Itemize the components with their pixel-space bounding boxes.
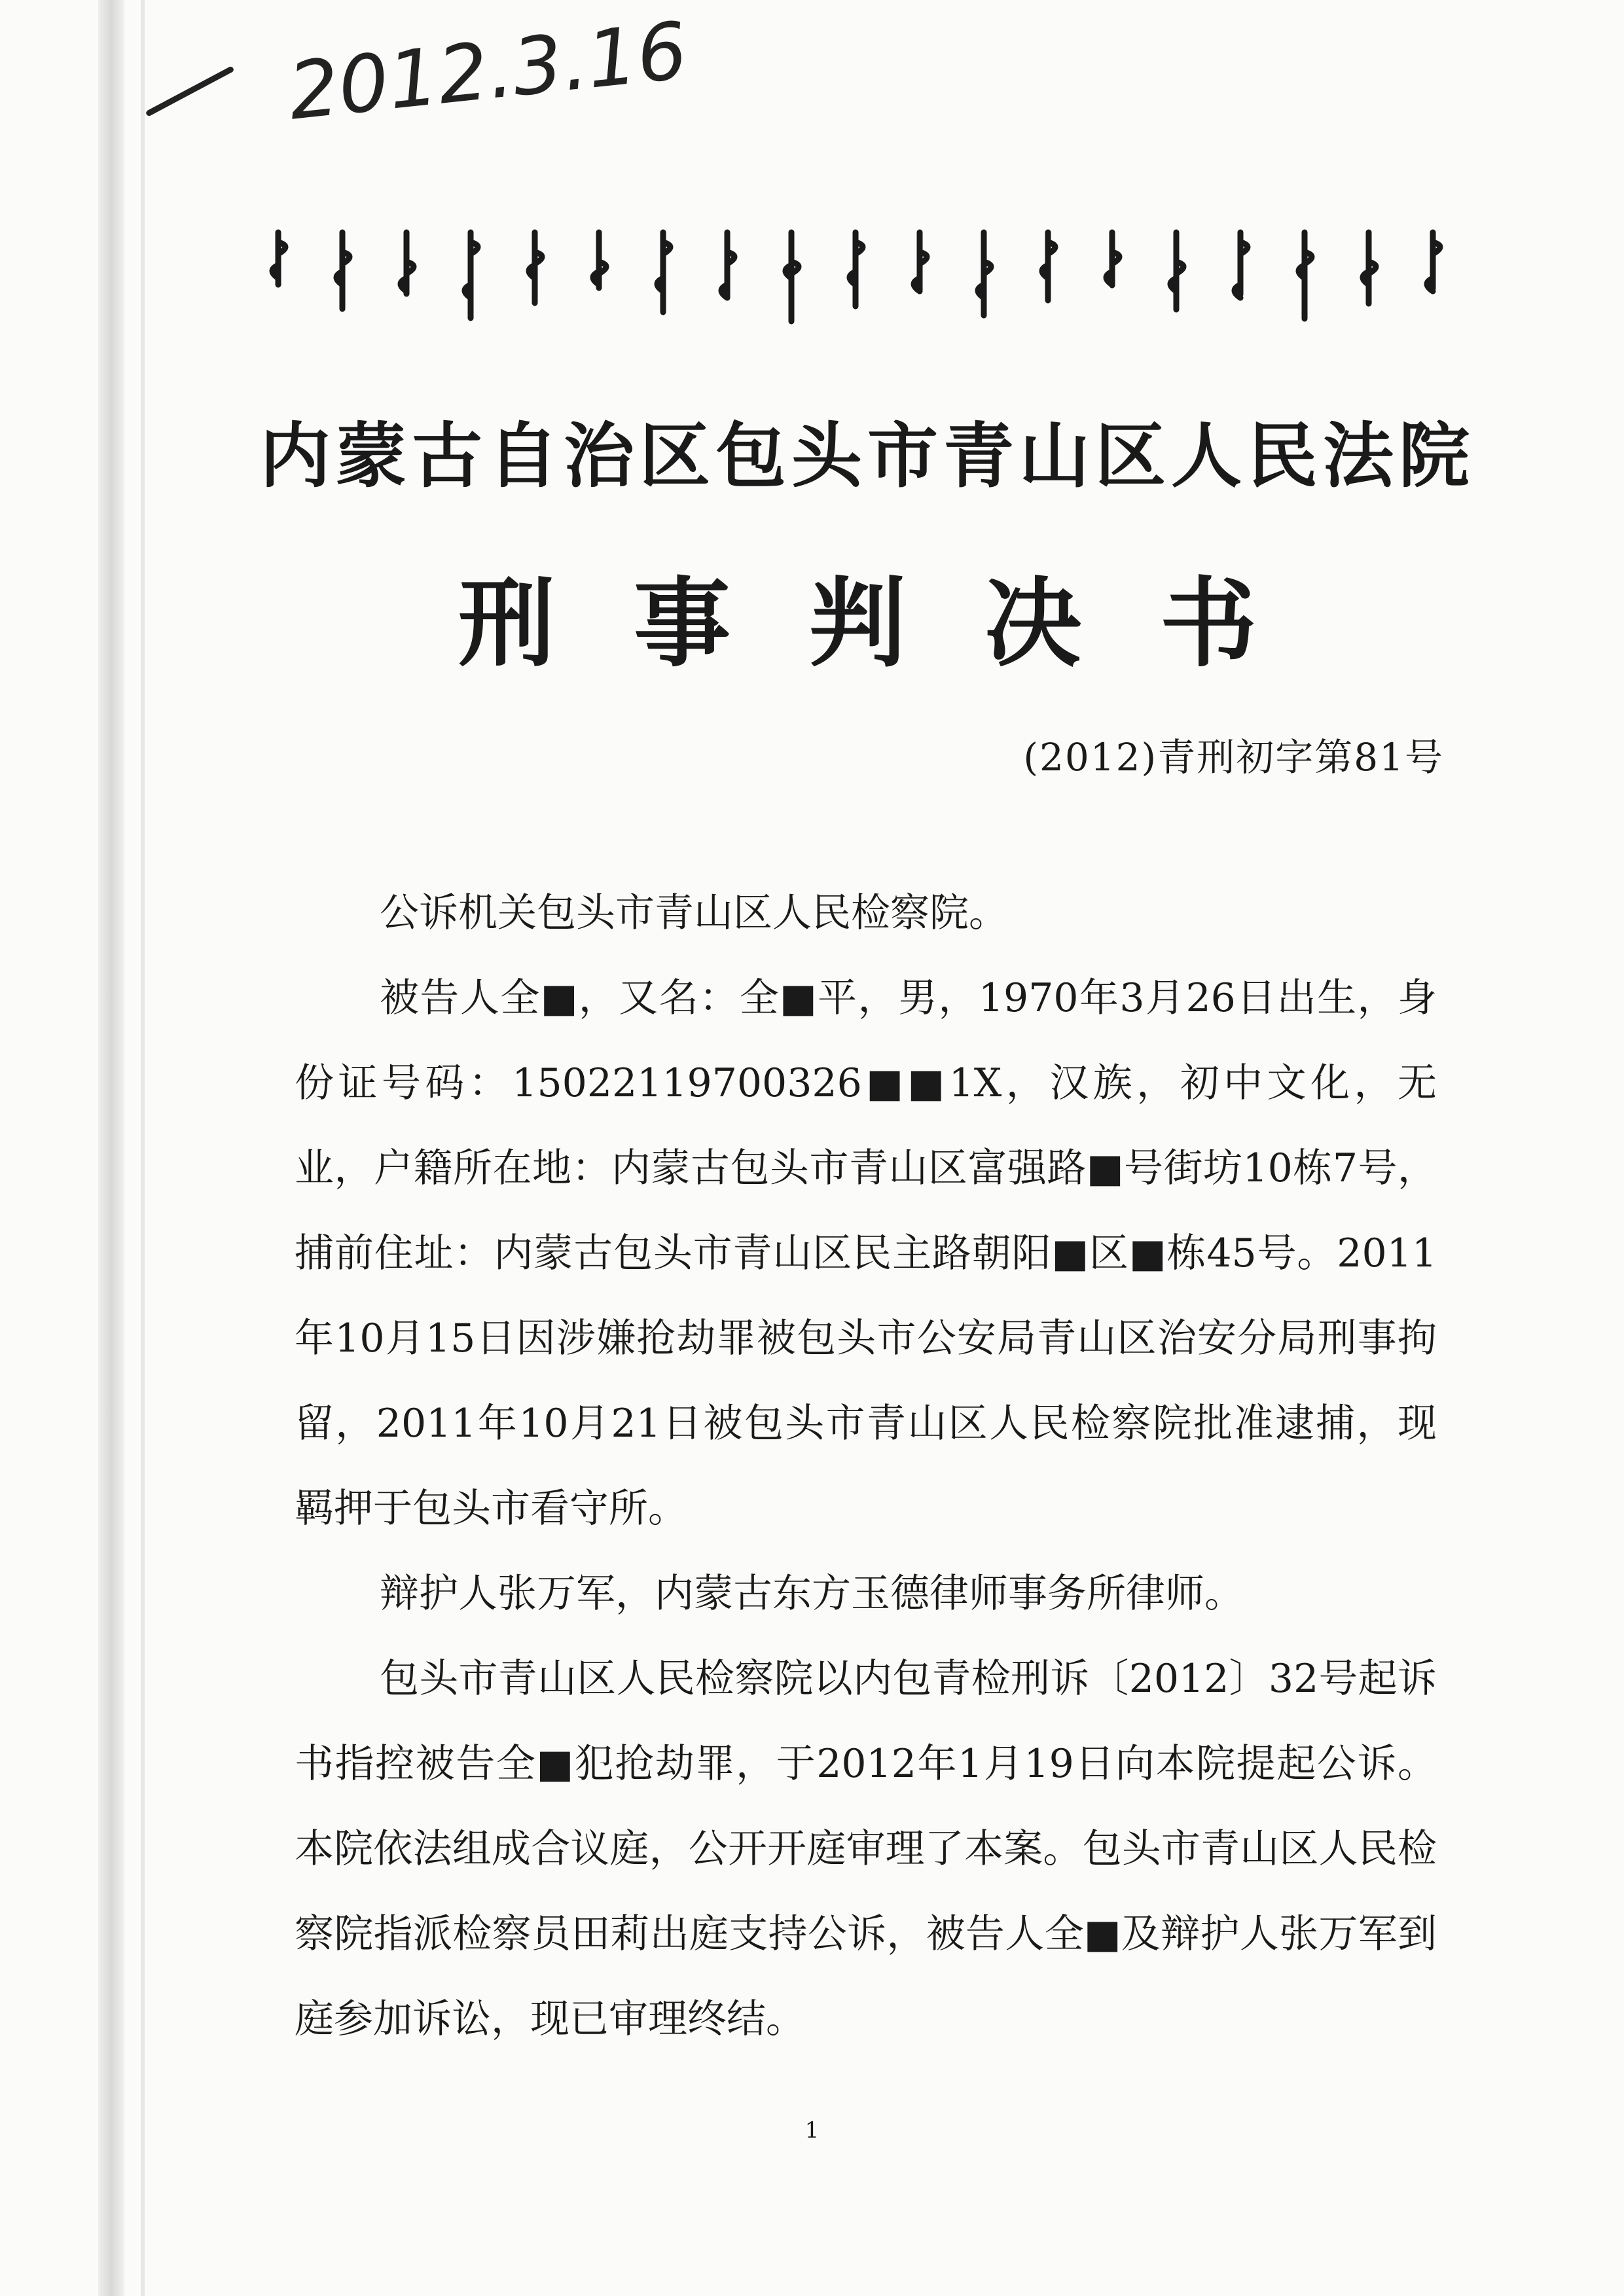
mongolian-glyph: [1042, 232, 1055, 300]
mongolian-glyph: [272, 232, 285, 285]
mongolian-glyph: [1235, 232, 1248, 298]
mongolian-glyph: [785, 232, 799, 321]
court-name: 内蒙古自治区包头市青山区人民法院: [259, 415, 1475, 497]
mongolian-glyph: [529, 232, 542, 303]
mongolian-glyph: [657, 232, 670, 312]
mongolian-glyph: [401, 232, 414, 294]
paragraph-proceedings: 包头市青山区人民检察院以内包青检刑诉〔2012〕32号起诉书指控被告全■犯抢劫罪，于2012年1月19日向本院提起公诉。本院依法组成合议庭，公开开庭审理了本案。包头市青山区人民检察院指派检察员田莉出庭支持公诉，被告人全■及辩护人张万军到庭参加诉讼，现已审理终结。: [295, 1656, 1437, 2042]
mongolian-glyph: [1106, 232, 1119, 285]
paragraph-defendant: 被告人全■，又名：全■平，男，1970年3月26日出生，身份证号码：15022119700326■■1X，汉族，初中文化，无业，户籍所在地：内蒙古包头市青山区富强路■号街坊10栋7号，捕前住址：内蒙古包头市青山区民主路朝阳■区■栋45号。2011年10月15日因涉嫌抢劫罪被包头市公安局青山区治安分局刑事拘留，2011年10月21日被包头市青山区人民检察院批准逮捕，现羁押于包头市看守所。: [295, 975, 1437, 1532]
paragraph-prosecutor: 公诉机关包头市青山区人民检察院。: [380, 890, 1008, 936]
mongolian-glyph: [721, 232, 734, 298]
mongolian-glyph: [465, 232, 478, 318]
paragraph-defender: 辩护人张万军，内蒙古东方玉德律师事务所律师。: [380, 1571, 1244, 1617]
scan-shadow-line: [141, 0, 145, 2296]
mongolian-glyph: [850, 232, 863, 306]
handwritten-stroke: [145, 65, 235, 117]
case-number: (2012)青刑初字第81号: [1023, 735, 1444, 780]
judgment-body: [295, 870, 1437, 2062]
scan-shadow: [98, 0, 124, 2296]
mongolian-glyph: [1170, 232, 1183, 310]
mongolian-script-header: [259, 226, 1483, 357]
mongolian-glyph: [1299, 232, 1312, 319]
mongolian-glyph: [914, 232, 927, 291]
mongolian-glyph: [978, 232, 991, 315]
document-title: 刑事判决书: [458, 566, 1335, 680]
mongolian-glyph: [336, 232, 350, 309]
mongolian-glyph: [1427, 232, 1440, 291]
mongolian-glyph: [593, 232, 606, 288]
page-number: 1: [804, 2117, 820, 2144]
mongolian-glyph: [1363, 232, 1376, 304]
handwritten-date: 2012.3.16: [284, 5, 692, 138]
